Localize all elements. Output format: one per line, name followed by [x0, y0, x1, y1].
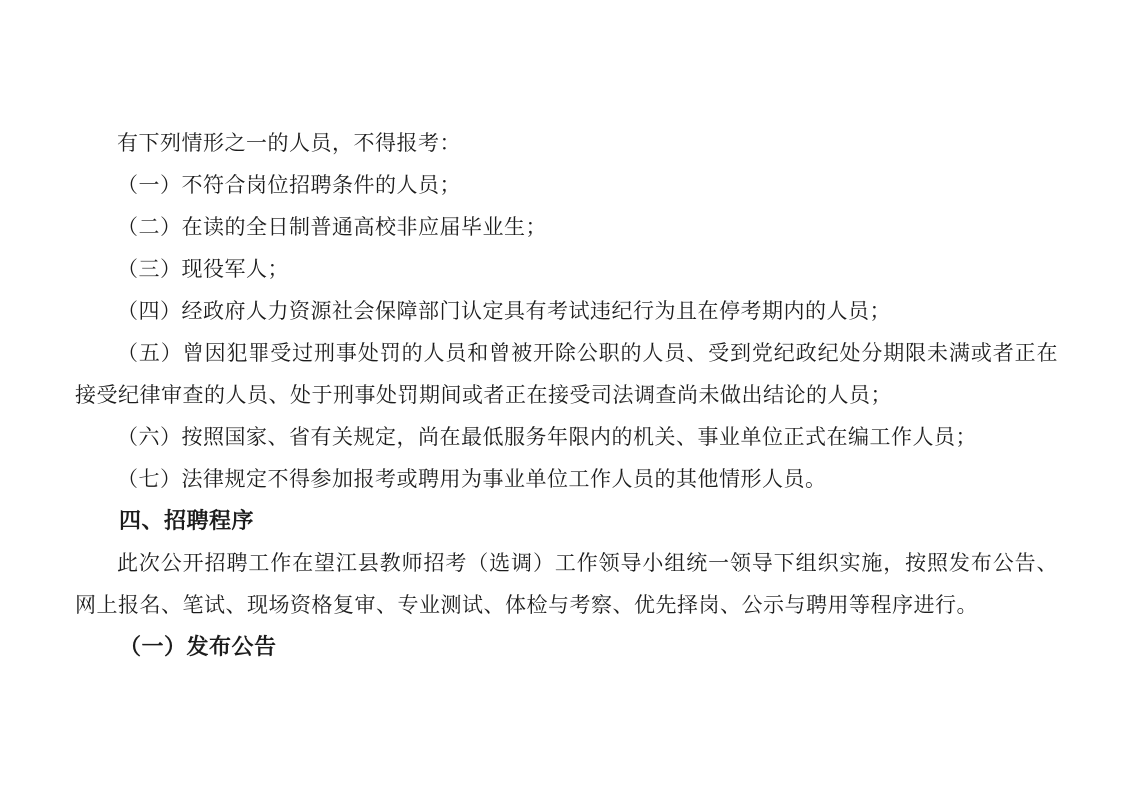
body-paragraph: （七）法律规定不得参加报考或聘用为事业单位工作人员的其他情形人员。 [117, 467, 827, 491]
body-paragraph: 此次公开招聘工作在望江县教师招考（选调）工作领导小组统一领导下组织实施，按照发布公告、网上报名、笔试、现场资格复审、专业测试、体检与考察、优先择岗、公示与聘用等程序进行。 [75, 551, 1058, 617]
body-paragraph: （二）在读的全日制普通高校非应届毕业生； [117, 215, 547, 239]
body-paragraph: 有下列情形之一的人员，不得报考： [117, 131, 461, 155]
body-paragraph: （六）按照国家、省有关规定，尚在最低服务年限内的机关、事业单位正式在编工作人员； [117, 425, 977, 449]
document-body [75, 122, 1058, 668]
section-heading: （一）发布公告 [119, 634, 277, 659]
body-paragraph: （三）现役军人； [117, 257, 289, 281]
body-paragraph: （四）经政府人力资源社会保障部门认定具有考试违纪行为且在停考期内的人员； [117, 299, 891, 323]
body-paragraph: （五）曾因犯罪受过刑事处罚的人员和曾被开除公职的人员、受到党纪政纪处分期限未满或者正在接受纪律审查的人员、处于刑事处罚期间或者正在接受司法调查尚未做出结论的人员； [75, 341, 1058, 407]
section-heading: 四、招聘程序 [119, 508, 255, 533]
body-paragraph: （一）不符合岗位招聘条件的人员； [117, 173, 461, 197]
